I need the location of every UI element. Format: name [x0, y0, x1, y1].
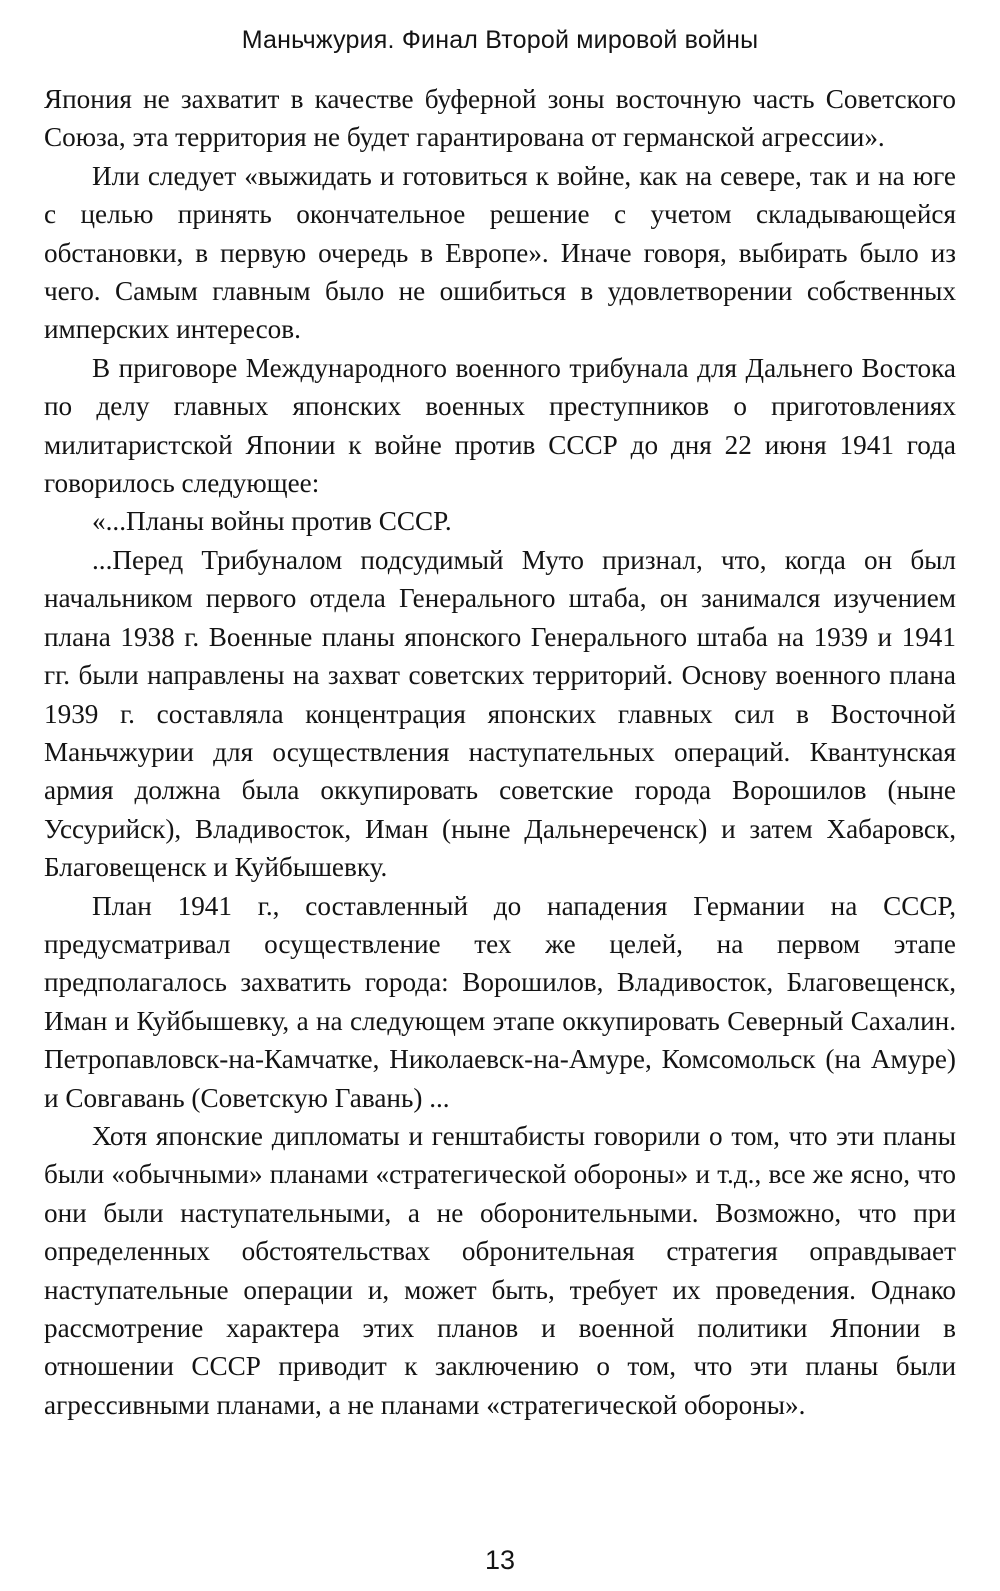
paragraph-continuation: Япония не захватит в качестве буферной зоны восточную часть Советского Союза, эта территория не будет гарантирована от германской агрессии». [44, 84, 956, 153]
paragraph: ...Перед Трибуналом подсудимый Муто признал, что, когда он был начальником первого отдела Генерального штаба, он занимался изучением плана 1938 г. Военные планы японского Генерального штаба на 1939 и 1941 гг. были направлены на захват советских территорий. Основу военного плана 1939 г. составляла концентрация японских главных сил в Восточной Маньчжурии для осуществления наступательных операций. Квантунская армия должна была оккупировать советские города Ворошилов (ныне Уссурийск), Владивосток, Иман (ныне Дальнереченск) и затем Хабаровск, Благовещенск и Куйбышевку. [44, 544, 956, 883]
running-title: Маньчжурия. Финал Второй мировой войны [241, 26, 759, 54]
page-number: 13 [484, 1545, 516, 1575]
paragraph: Или следует «выжидать и готовиться к войне, как на севере, так и на юге с целью принять окончательное решение с учетом складывающейся обстановки, в первую очередь в Европе». Иначе говоря, выбирать было из чего. Самым главным было не ошибиться в удовлетворении собственных имперских интересов. [44, 160, 956, 345]
quote-heading: «...Планы войны против СССР. [92, 506, 452, 537]
body-text [44, 80, 956, 1424]
paragraph: В приговоре Международного военного трибунала для Дальнего Востока по делу главных японских военных преступников о приготовлениях милитаристской Японии к войне против СССР до дня 22 июня 1941 года говорилось следующее: [44, 352, 956, 499]
paragraph: Хотя японские дипломаты и генштабисты говорили о том, что эти планы были «обычными» планами «стратегической обороны» и т.д., все же ясно, что они были наступательными, а не оборонительными. Возможно, что при определенных обстоятельствах обронительная стратегия оправдывает наступательные операции и, может быть, требует их проведения. Однако рассмотрение характера этих планов и военной политики Японии в отношении СССР приводит к заключению о том, что эти планы были агрессивными планами, а не планами «стратегической обороны». [44, 1120, 956, 1420]
paragraph: План 1941 г., составленный до нападения Германии на СССР, предусматривал осуществление тех же целей, на первом этапе предполагалось захватить города: Ворошилов, Владивосток, Благовещенск, Иман и Куйбышевку, а на следующем этапе оккупировать Северный Сахалин. Петропавловск-на-Камчатке, Николаевск-на-Амуре, Комсомольск (на Амуре) и Совгавань (Советскую Гавань) ... [44, 890, 956, 1113]
